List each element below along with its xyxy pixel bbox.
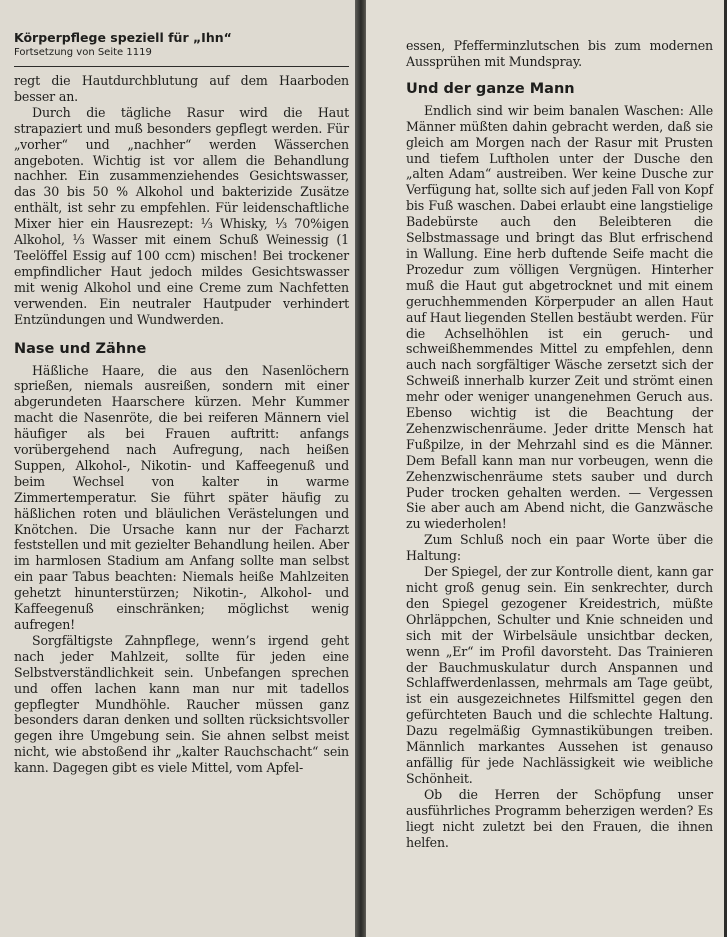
- paragraph: Durch die tägliche Rasur wird die Haut strapaziert und muß besonders gepflegt werden. Für „vorher“ und „nachher“ werden Wässerchen angeboten. Wichtig ist vor allem die Behandlung nachher. Ein zusammenziehendes Gesichtswasser, das 30 bis 50 % Alkohol und bakterizide Zusätze enthält, ist sehr zu empfehlen. Für leidenschaftliche Mixer hier ein Hausrezept: ⅓ Whisky, ⅓ 70%igen Alkohol, ⅓ Wasser mit einem Schuß Weinessig (1 Teelöffel Essig auf 100 ccm) mischen! Bei trockener empfindlicher Haut jedoch mildes Gesichtswasser mit wenig Alkohol und eine Creme zum Nachfetten verwenden. Ein neutraler Hautpuder verhindert Entzündungen und Wundwerden.: [14, 104, 349, 327]
- section-heading: Und der ganze Mann: [406, 80, 575, 97]
- left-page: [0, 0, 357, 937]
- article-title: Körperpflege speziell für „Ihn“: [14, 30, 232, 45]
- paragraph: Ob die Herren der Schöpfung unser ausführliches Programm beherzigen werden? Es liegt nicht zuletzt bei den Frauen, die ihnen helfen.: [406, 786, 713, 850]
- paragraph: Sorgfältigste Zahnpflege, wenn’s irgend geht nach jeder Mahlzeit, sollte für jeden eine Selbstverständlichkeit sein. Unbefangen sprechen und offen lachen kann man nur mit tadellos gepflegter Mundhöhle. Raucher müssen ganz besonders daran denken und sollten rücksichtsvoller gegen ihre Umgebung sein. Sie ahnen selbst meist nicht, wie abstoßend ihr „kalter Rauchschacht“ sein kann. Dagegen gibt es viele Mittel, vom Apfel-: [14, 632, 349, 776]
- paragraph: Häßliche Haare, die aus den Nasenlöchern sprießen, niemals ausreißen, sondern mit einer abgerundeten Haarschere kürzen. Mehr Kummer macht die Nasenröte, die bei reiferen Männern viel häufiger als bei Frauen auftritt: anfangs vorübergehend nach Aufregung, nach heißen Suppen, Alkohol-, Nikotin- und Kaffeegenuß und beim Wechsel von kalter in warme Zimmertemperatur. Sie führt später häufig zu häßlichen roten und bläulichen Verästelungen und Knötchen. Die Ursache kann nur der Facharzt feststellen und mit gezielter Behandlung heilen. Aber im harmlosen Stadium am Anfang sollte man selbst ein paar Tabus beachten: Niemals heiße Mahlzeiten gehetzt hinunterstürzen; Nikotin-, Alkohol- und Kaffeegenuß einschränken; möglichst wenig aufregen!: [14, 362, 349, 632]
- paragraph: essen, Pfefferminzlutschen bis zum modernen Aussprühen mit Mundspray.: [406, 38, 713, 69]
- paragraph: regt die Hautdurchblutung auf dem Haarboden besser an.: [14, 73, 349, 104]
- article-header: [14, 30, 349, 60]
- header-divider: [14, 66, 349, 67]
- paragraph: Endlich sind wir beim banalen Waschen: Alle Männer müßten dahin gebracht werden, daß sie gleich am Morgen nach der Rasur mit Prusten und tiefem Luftholen unter der Dusche den „alten Adam“ austreiben. Wer keine Dusche zur Verfügung hat, sollte sich auf jeden Fall von Kopf bis Fuß waschen. Dabei erlaubt eine langstielige Badebürste auch den Beleibteren die Selbstmassage und bringt das Blut erfrischend in Wallung. Eine herb duftende Seife macht die Prozedur zum völligen Vergnügen. Hinterher muß die Haut gut abgetrocknet und mit einem geruchhemmenden Körperpuder an allen Haut auf Haut liegenden Stellen bestäubt werden. Für die Achselhöhlen ist ein geruch- und schweißhemmendes Mittel zu empfehlen, denn auch nach sorgfältiger Wäsche zersetzt sich der Schweiß innerhalb kurzer Zeit und strömt einen mehr oder weniger unangenehmen Geruch aus. Ebenso wichtig ist die Beachtung der Zehenzwischenräume. Jeder dritte Mensch hat Fußpilze, in der Mehrzahl sind es die Männer. Dem Befall kann man nur vorbeugen, wenn die Zehenzwischenräume stets sauber und durch Puder trocken gehalten werden. — Vergessen Sie aber auch am Abend nicht, die Ganzwäsche zu wiederholen!: [406, 102, 713, 532]
- paragraph: Der Spiegel, der zur Kontrolle dient, kann gar nicht groß genug sein. Ein senkrechter, durch den Spiegel gezogener Kreidestrich, müßte Ohrläppchen, Schulter und Knie schneiden und sich mit der Wirbelsäule unsichtbar decken, wenn „Er“ im Profil davorsteht. Das Trainieren der Bauchmuskulatur durch Anspannen und Schlaffwerdenlassen, mehrmals am Tage geübt, ist ein ausgezeichnetes Hilfsmittel gegen den gefürchteten Bauch und die schlechte Haltung. Dazu regelmäßig Gymnastikübungen treiben. Männlich markantes Aussehen ist genauso anfällig für jede Nachlässigkeit wie weibliche Schönheit.: [406, 564, 713, 786]
- section-heading: Nase und Zähne: [14, 340, 147, 357]
- paragraph: Zum Schluß noch ein paar Worte über die Haltung:: [406, 532, 713, 564]
- right-page: [366, 0, 727, 937]
- continuation-note: Fortsetzung von Seite 1119: [14, 47, 152, 58]
